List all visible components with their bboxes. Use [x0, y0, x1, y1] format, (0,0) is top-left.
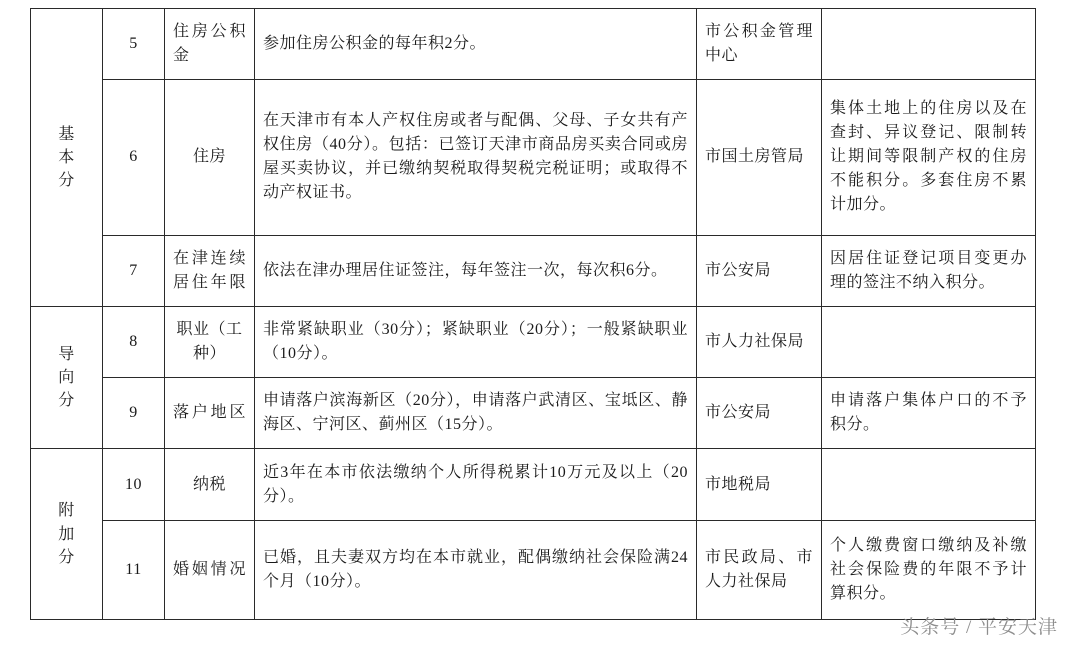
row-item: 婚姻情况 — [165, 520, 255, 619]
table-row — [31, 449, 1036, 520]
table-row — [31, 306, 1036, 377]
row-department: 市公安局 — [697, 235, 822, 306]
table-row — [31, 235, 1036, 306]
row-note — [822, 306, 1036, 377]
row-department: 市国土房管局 — [697, 80, 822, 235]
row-description: 申请落户滨海新区（20分），申请落户武清区、宝坻区、静海区、宁河区、蓟州区（15分）。 — [255, 378, 697, 449]
row-department: 市人力社保局 — [697, 306, 822, 377]
row-description: 非常紧缺职业（30分）；紧缺职业（20分）；一般紧缺职业（10分）。 — [255, 306, 697, 377]
row-number: 6 — [103, 80, 165, 235]
row-number: 9 — [103, 378, 165, 449]
table-row — [31, 520, 1036, 619]
group-label-additional: 附加分 — [31, 449, 103, 620]
row-description: 参加住房公积金的每年积2分。 — [255, 9, 697, 80]
points-score-table — [30, 8, 1036, 620]
row-number: 10 — [103, 449, 165, 520]
group-label-guidance: 导向分 — [31, 306, 103, 449]
table-row — [31, 378, 1036, 449]
row-item: 职业（工种） — [165, 306, 255, 377]
row-item: 落户地区 — [165, 378, 255, 449]
row-note — [822, 449, 1036, 520]
row-item: 在津连续居住年限 — [165, 235, 255, 306]
row-number: 11 — [103, 520, 165, 619]
row-description: 已婚，且夫妻双方均在本市就业，配偶缴纳社会保险满24个月（10分）。 — [255, 520, 697, 619]
row-item: 住房 — [165, 80, 255, 235]
row-number: 8 — [103, 306, 165, 377]
row-description: 依法在津办理居住证签注，每年签注一次，每次积6分。 — [255, 235, 697, 306]
row-note: 集体土地上的住房以及在查封、异议登记、限制转让期间等限制产权的住房不能积分。多套住房不累计加分。 — [822, 80, 1036, 235]
table-row — [31, 9, 1036, 80]
row-note: 申请落户集体户口的不予积分。 — [822, 378, 1036, 449]
row-note: 个人缴费窗口缴纳及补缴社会保险费的年限不予计算积分。 — [822, 520, 1036, 619]
row-department: 市公安局 — [697, 378, 822, 449]
row-note — [822, 9, 1036, 80]
group-label-basic: 基本分 — [31, 9, 103, 307]
row-number: 7 — [103, 235, 165, 306]
row-description: 近3年在本市依法缴纳个人所得税累计10万元及以上（20分）。 — [255, 449, 697, 520]
row-item: 纳税 — [165, 449, 255, 520]
score-table-sheet — [30, 8, 1035, 620]
row-department: 市公积金管理中心 — [697, 9, 822, 80]
row-item: 住房公积金 — [165, 9, 255, 80]
row-description: 在天津市有本人产权住房或者与配偶、父母、子女共有产权住房（40分）。包括：已签订天津市商品房买卖合同或房屋买卖协议，并已缴纳契税取得契税完税证明；或取得不动产权证书。 — [255, 80, 697, 235]
row-department: 市地税局 — [697, 449, 822, 520]
row-note: 因居住证登记项目变更办理的签注不纳入积分。 — [822, 235, 1036, 306]
table-row — [31, 80, 1036, 235]
row-department: 市民政局、市人力社保局 — [697, 520, 822, 619]
watermark-text: 头条号 / 平安天津 — [900, 617, 1058, 638]
row-number: 5 — [103, 9, 165, 80]
